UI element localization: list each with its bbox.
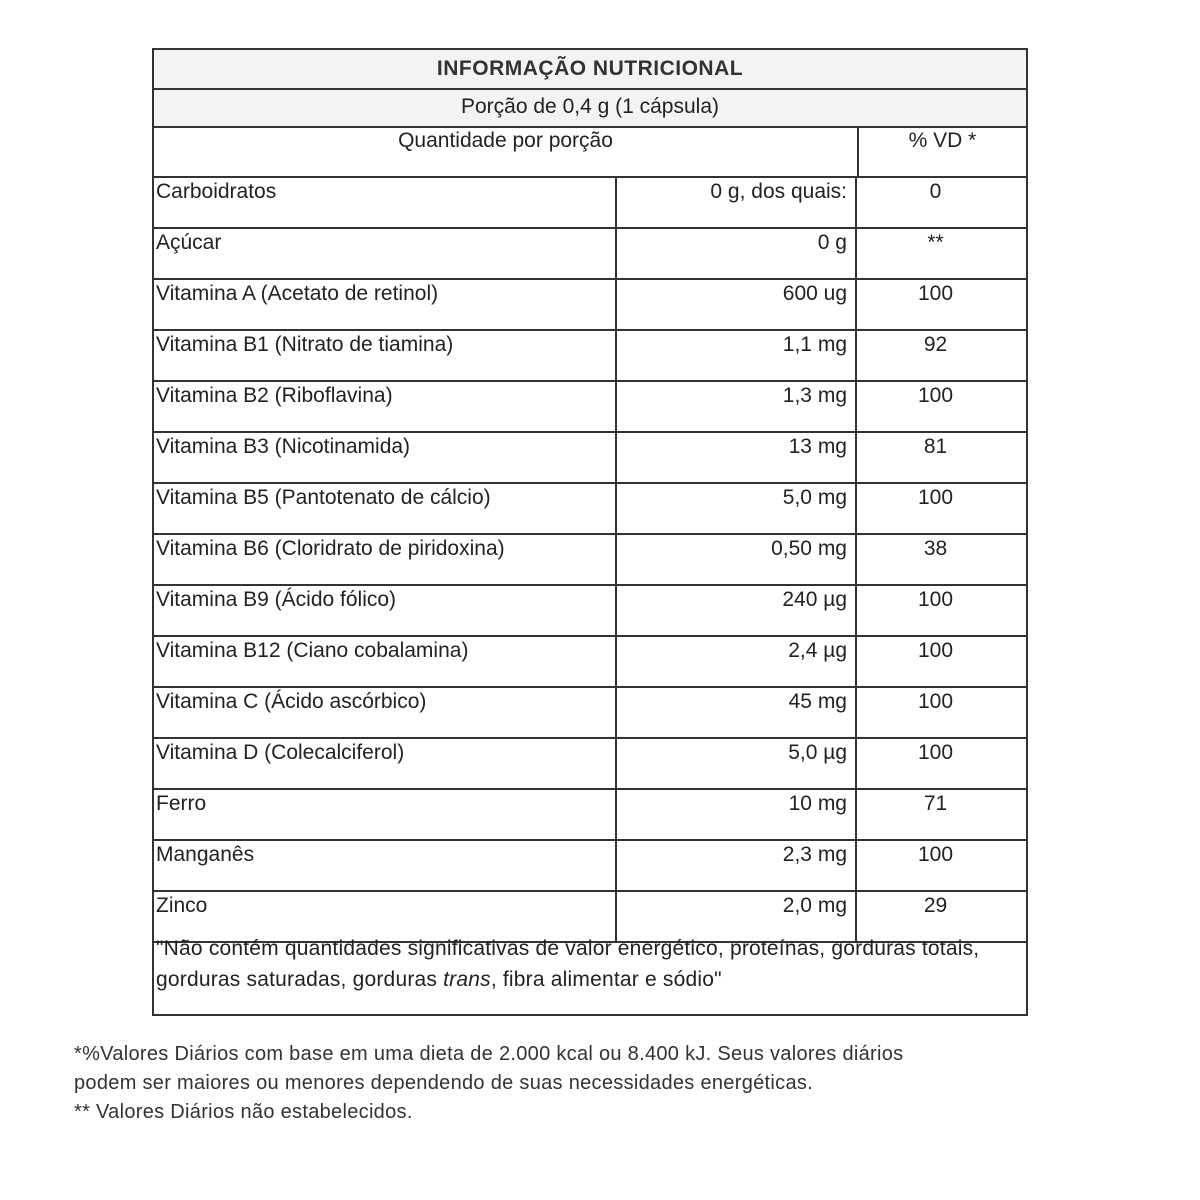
table-row <box>154 586 1026 637</box>
note-text-end: , fibra alimentar e sódio" <box>490 968 722 991</box>
nutrient-name: Vitamina B1 (Nitrato de tiamina) <box>154 331 617 380</box>
nutrient-amount: 0 g, dos quais: <box>617 178 857 227</box>
nutrient-amount: 1,3 mg <box>617 382 857 431</box>
nutrient-amount: 1,1 mg <box>617 331 857 380</box>
header-daily-value: % VD * <box>857 128 1026 176</box>
footnote-energy-needs: podem ser maiores ou menores dependendo de suas necessidades energéticas. <box>74 1072 814 1094</box>
nutrient-daily-value: 81 <box>923 435 948 458</box>
nutrient-name: Vitamina B6 (Cloridrato de piridoxina) <box>154 535 617 584</box>
table-row <box>154 178 1026 229</box>
nutrient-daily-value: 92 <box>923 333 948 356</box>
table-row <box>154 280 1026 331</box>
table-row <box>154 484 1026 535</box>
nutrient-amount: 5,0 µg <box>617 739 857 788</box>
nutrient-name: Açúcar <box>154 229 617 278</box>
nutrient-name: Zinco <box>154 892 617 941</box>
nutrition-note <box>154 933 1026 995</box>
header-quantity: Quantidade por porção <box>398 129 613 152</box>
nutrient-amount: 13 mg <box>617 433 857 482</box>
nutrient-daily-value: 0 <box>929 180 942 203</box>
nutrient-daily-value: 100 <box>917 282 954 305</box>
nutrient-daily-value: 100 <box>917 588 954 611</box>
nutrient-amount: 0 g <box>617 229 857 278</box>
portion-size: Porção de 0,4 g (1 cápsula) <box>154 90 1026 128</box>
footnote-daily-values: *%Valores Diários com base em uma dieta de 2.000 kcal ou 8.400 kJ. Seus valores diários <box>74 1043 904 1065</box>
table-row <box>154 841 1026 892</box>
nutrient-amount: 600 ug <box>617 280 857 329</box>
nutrient-daily-value: 100 <box>917 384 954 407</box>
table-row <box>154 688 1026 739</box>
nutrient-name: Vitamina B9 (Ácido fólico) <box>154 586 617 635</box>
table-row <box>154 535 1026 586</box>
nutrient-amount: 2,4 µg <box>617 637 857 686</box>
table-row <box>154 229 1026 280</box>
nutrient-amount: 2,3 mg <box>617 841 857 890</box>
table-title: INFORMAÇÃO NUTRICIONAL <box>154 50 1026 90</box>
footnote-not-established: ** Valores Diários não estabelecidos. <box>74 1101 413 1123</box>
nutrient-daily-value: 38 <box>923 537 948 560</box>
nutrient-daily-value: 100 <box>917 843 954 866</box>
note-text-italic: trans <box>443 968 491 991</box>
nutrition-facts-table <box>152 48 1028 1016</box>
nutrient-name: Vitamina A (Acetato de retinol) <box>154 280 617 329</box>
footnotes <box>74 1040 1074 1127</box>
nutrient-name: Manganês <box>154 841 617 890</box>
table-row <box>154 331 1026 382</box>
nutrient-amount: 2,0 mg <box>617 892 857 941</box>
table-row <box>154 382 1026 433</box>
nutrient-name: Vitamina B12 (Ciano cobalamina) <box>154 637 617 686</box>
nutrient-amount: 45 mg <box>617 688 857 737</box>
nutrient-amount: 10 mg <box>617 790 857 839</box>
nutrient-daily-value: 100 <box>917 741 954 764</box>
nutrient-daily-value: 100 <box>917 486 954 509</box>
nutrient-name: Vitamina B5 (Pantotenato de cálcio) <box>154 484 617 533</box>
nutrient-name: Carboidratos <box>154 178 617 227</box>
nutrient-name: Vitamina C (Ácido ascórbico) <box>154 688 617 737</box>
nutrient-name: Ferro <box>154 790 617 839</box>
table-row <box>154 790 1026 841</box>
table-header-row <box>154 128 1026 178</box>
note-text-start: "Não contém quantidades significativas de valor energético, proteínas, gorduras totais, gorduras saturadas, gorduras <box>156 937 980 991</box>
table-row <box>154 637 1026 688</box>
nutrient-name: Vitamina B3 (Nicotinamida) <box>154 433 617 482</box>
nutrient-name: Vitamina D (Colecalciferol) <box>154 739 617 788</box>
table-row <box>154 433 1026 484</box>
table-row <box>154 739 1026 790</box>
nutrient-amount: 0,50 mg <box>617 535 857 584</box>
nutrient-daily-value: 100 <box>917 639 954 662</box>
nutrient-name: Vitamina B2 (Riboflavina) <box>154 382 617 431</box>
nutrient-amount: 240 µg <box>617 586 857 635</box>
nutrient-amount: 5,0 mg <box>617 484 857 533</box>
nutrient-daily-value: ** <box>927 231 944 254</box>
nutrient-daily-value: 100 <box>917 690 954 713</box>
nutrient-daily-value: 71 <box>923 792 948 815</box>
nutrient-daily-value: 29 <box>923 894 948 917</box>
